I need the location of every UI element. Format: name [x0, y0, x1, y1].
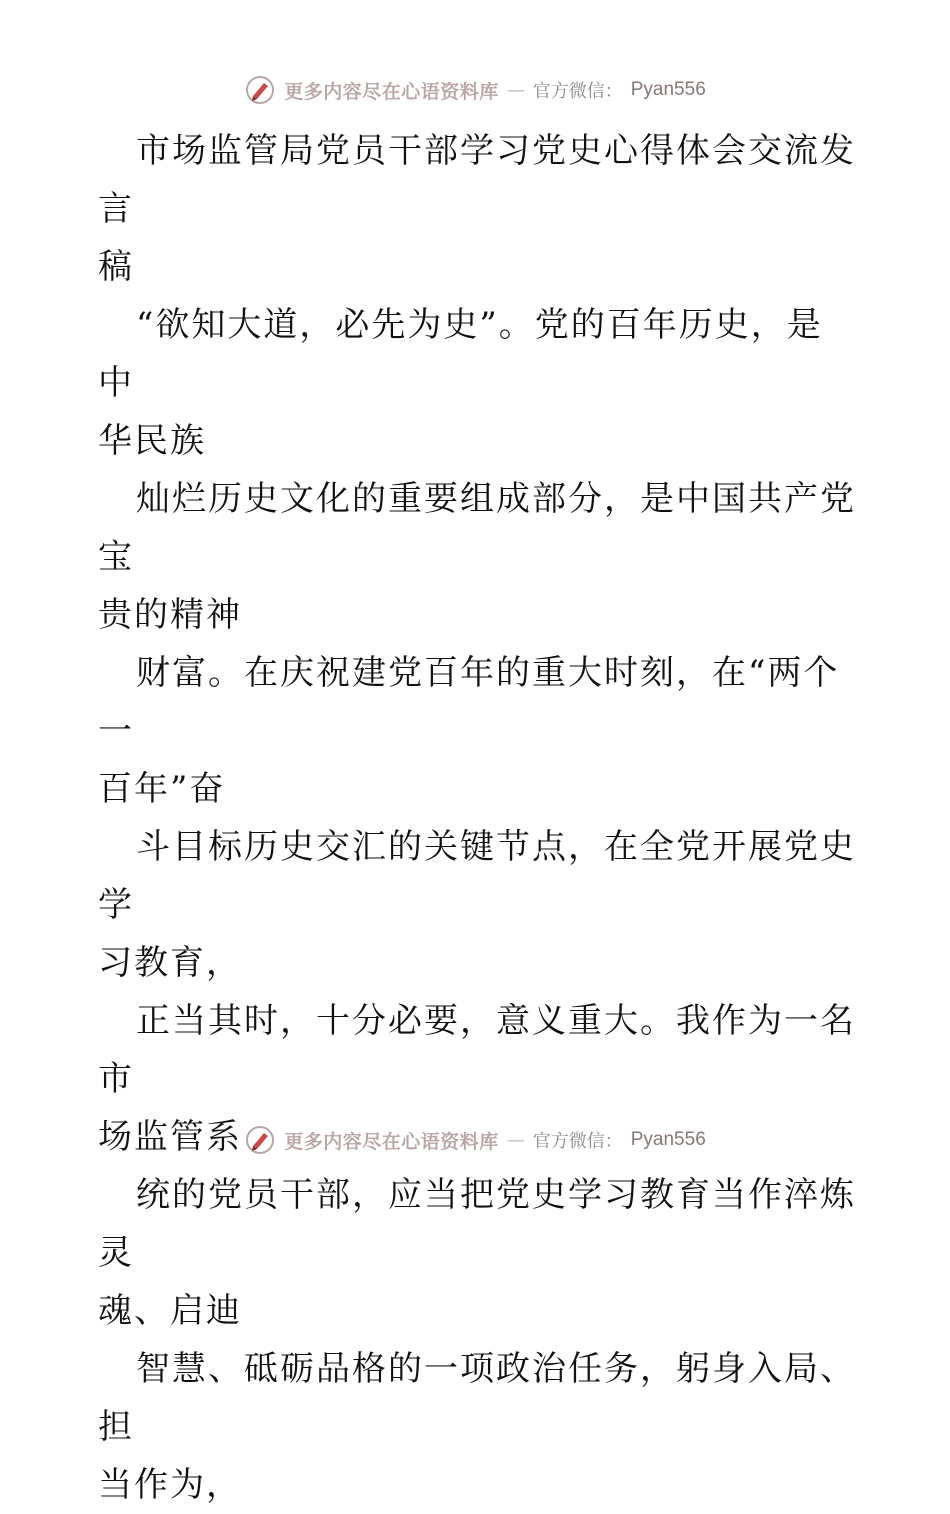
document-body — [98, 122, 858, 1514]
paragraph-7-line: 统的党员干部，应当把党史学习教育当作淬炼灵 — [98, 1175, 856, 1273]
paragraph-4 — [98, 644, 858, 818]
paragraph-7-tail: 魂、启迪 — [98, 1291, 242, 1331]
paragraph-3-tail: 贵的精神 — [98, 595, 242, 635]
watermark-site-text: 更多内容尽在心语资料库 — [284, 80, 499, 103]
watermark-wechat-label: 官方微信： — [532, 1131, 623, 1152]
watermark-separator: — — [506, 1129, 525, 1151]
pen-logo-icon — [244, 1124, 276, 1156]
paragraph-6-tail: 场监管系 — [98, 1117, 242, 1157]
paragraph-4-tail: 百年”奋 — [98, 769, 226, 809]
paragraph-8 — [98, 1340, 858, 1514]
watermark-wechat-id: Pyan556 — [630, 1129, 706, 1150]
paragraph-2-line: “欲知大道，必先为史”。党的百年历史，是中 — [98, 305, 823, 403]
paragraph-5-line: 斗目标历史交汇的关键节点，在全党开展党史学 — [98, 827, 856, 925]
paragraph-2 — [98, 296, 858, 470]
paragraph-3 — [98, 470, 858, 644]
paragraph-4-line: 财富。在庆祝建党百年的重大时刻，在“两个一 — [98, 653, 840, 751]
paragraph-7 — [98, 1166, 858, 1340]
watermark-separator: — — [506, 79, 525, 101]
paragraph-1-tail: 稿 — [98, 247, 134, 287]
footer-watermark — [0, 1122, 950, 1158]
paragraph-5 — [98, 818, 858, 992]
paragraph-1 — [98, 122, 858, 296]
watermark-wechat-id: Pyan556 — [630, 79, 706, 100]
paragraph-2-tail: 华民族 — [98, 421, 206, 461]
watermark-wechat-label: 官方微信： — [532, 81, 623, 102]
pen-logo-icon — [244, 74, 276, 106]
paragraph-5-tail: 习教育， — [98, 943, 242, 983]
paragraph-6-line: 正当其时，十分必要，意义重大。我作为一名市 — [98, 1001, 856, 1099]
paragraph-1-line: 市场监管局党员干部学习党史心得体会交流发言 — [98, 131, 856, 229]
watermark-site-text: 更多内容尽在心语资料库 — [284, 1130, 499, 1153]
header-watermark — [0, 72, 950, 108]
paragraph-8-line: 智慧、砥砺品格的一项政治任务，躬身入局、担 — [98, 1349, 856, 1447]
paragraph-3-line: 灿烂历史文化的重要组成部分，是中国共产党宝 — [98, 479, 856, 577]
paragraph-8-tail: 当作为， — [98, 1465, 242, 1505]
